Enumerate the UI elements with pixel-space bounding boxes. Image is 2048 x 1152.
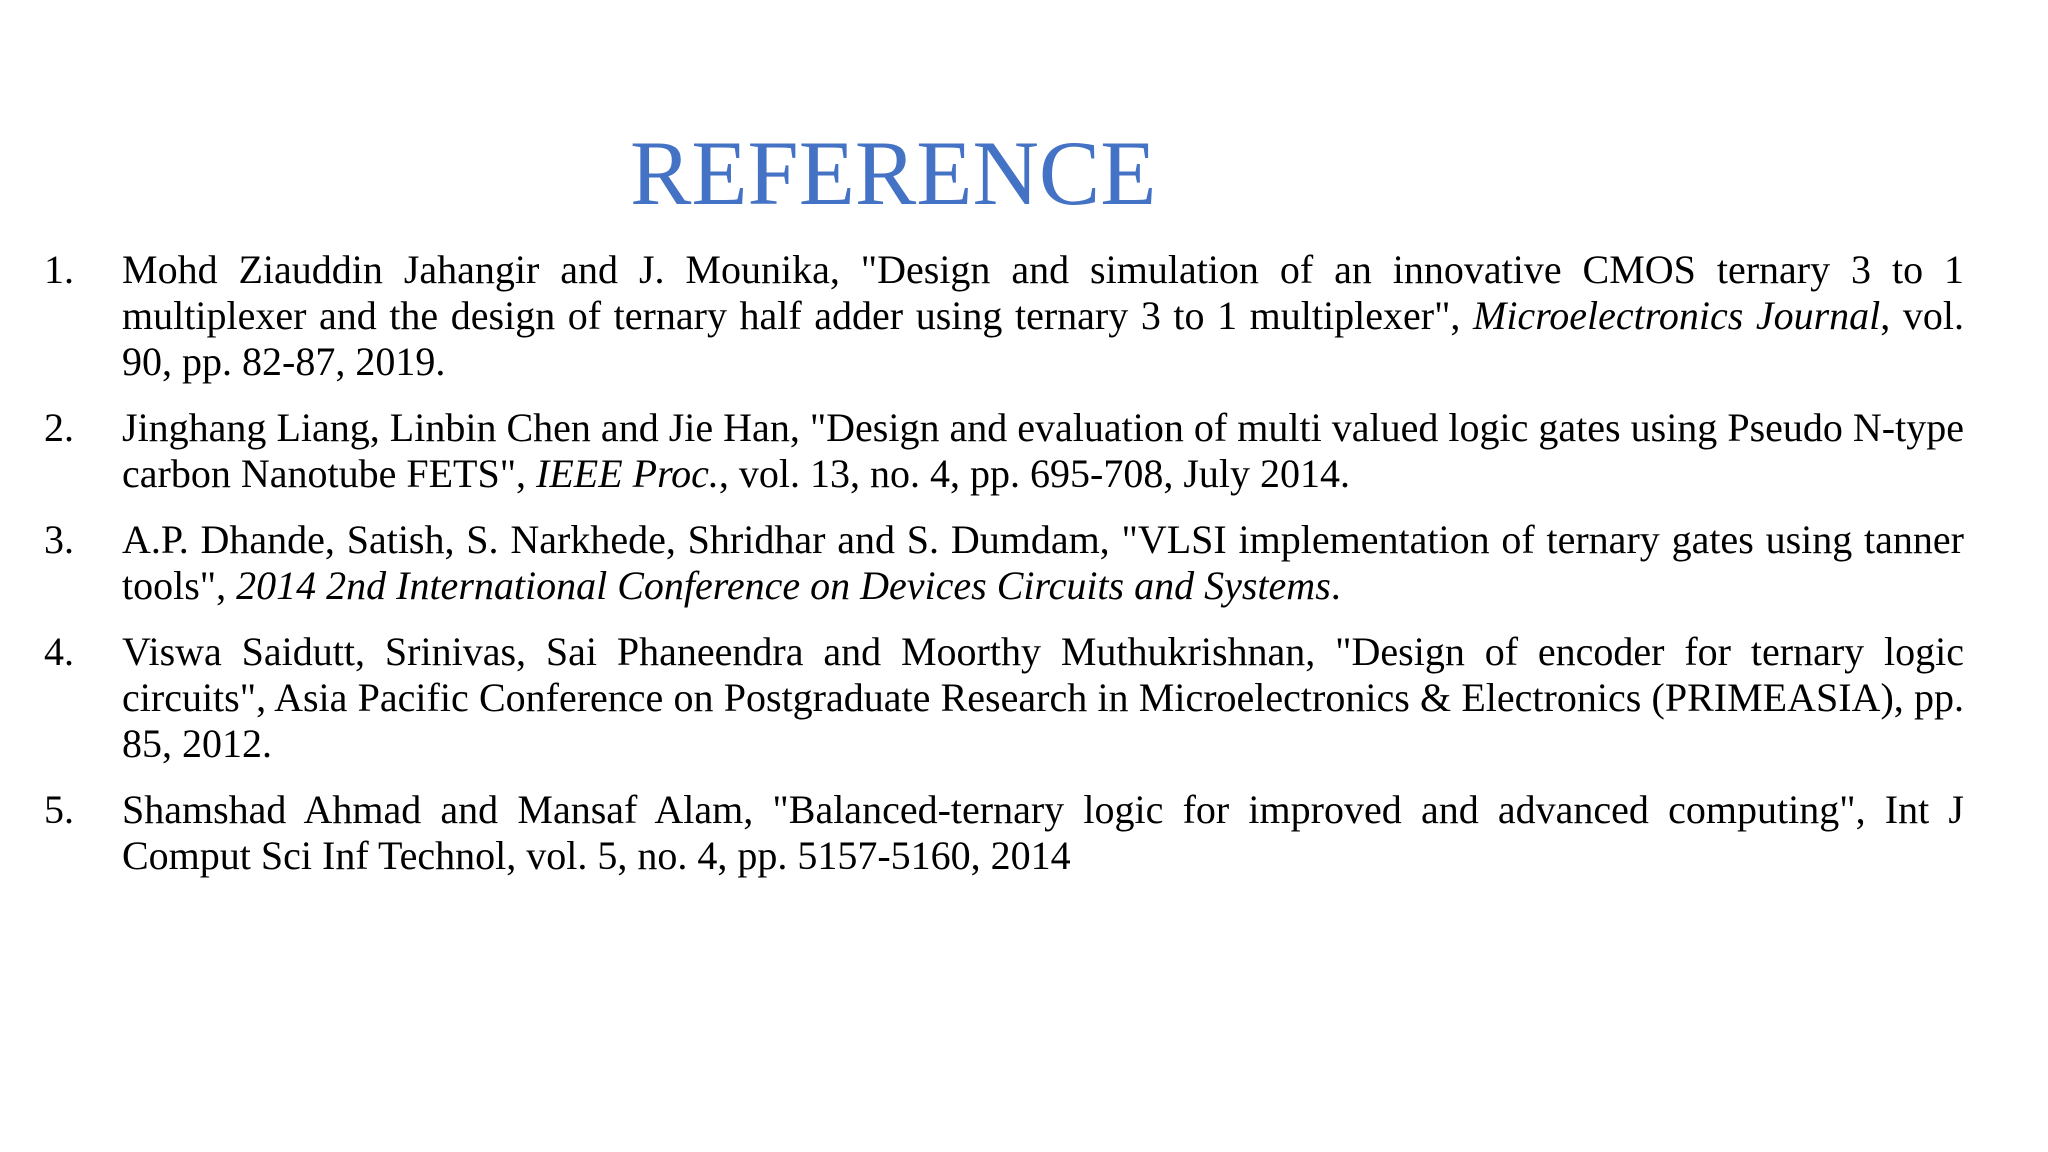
reference-number: 2. <box>44 405 74 450</box>
reference-text-main: Viswa Saidutt, Srinivas, Sai Phaneendra and Moorthy Muthukrishnan, "Design of encoder for ternary logic circuits", Asia Pacific Conference on Postgraduate Research in Microelectronics & Electronics (PRIMEASIA), pp. 85, 2012. <box>122 629 1964 766</box>
reference-number: 5. <box>44 787 74 832</box>
reference-text-tail: . <box>1330 563 1341 608</box>
reference-list <box>44 247 1964 899</box>
reference-text <box>122 405 1964 497</box>
reference-text-tail: , vol. 13, no. 4, pp. 695-708, July 2014. <box>718 451 1351 496</box>
reference-text-main: Mohd Ziauddin Jahangir and J. Mounika, "Design and simulation of an innovative CMOS ternary 3 to 1 multiplexer and the design of ternary half adder using ternary 3 to 1 multiplexer", <box>122 247 1964 338</box>
reference-text-main: Jinghang Liang, Linbin Chen and Jie Han, "Design and evaluation of multi valued logic gates using Pseudo N-type carbon Nanotube FETS", <box>122 405 1964 496</box>
reference-journal: IEEE Proc. <box>536 451 719 496</box>
reference-number: 1. <box>44 247 74 292</box>
reference-text-tail: , vol. 90, pp. 82-87, 2019. <box>122 293 1964 384</box>
reference-text <box>122 629 1964 767</box>
slide-title: REFERENCE <box>630 122 1157 224</box>
reference-journal: Microelectronics Journal <box>1473 293 1881 338</box>
reference-number: 3. <box>44 517 74 562</box>
reference-journal: 2014 2nd International Conference on Devices Circuits and Systems <box>236 563 1331 608</box>
reference-text <box>122 247 1964 385</box>
reference-text <box>122 787 1964 879</box>
reference-item <box>44 629 1964 767</box>
reference-item <box>44 787 1964 879</box>
reference-number: 4. <box>44 629 74 674</box>
reference-text-main: A.P. Dhande, Satish, S. Narkhede, Shridhar and S. Dumdam, "VLSI implementation of ternary gates using tanner tools", <box>122 517 1964 608</box>
reference-item <box>44 405 1964 497</box>
reference-item <box>44 247 1964 385</box>
reference-item <box>44 517 1964 609</box>
reference-text <box>122 517 1964 609</box>
reference-text-main: Shamshad Ahmad and Mansaf Alam, "Balanced-ternary logic for improved and advanced computing", Int J Comput Sci Inf Technol, vol. 5, no. 4, pp. 5157-5160, 2014 <box>122 787 1964 878</box>
